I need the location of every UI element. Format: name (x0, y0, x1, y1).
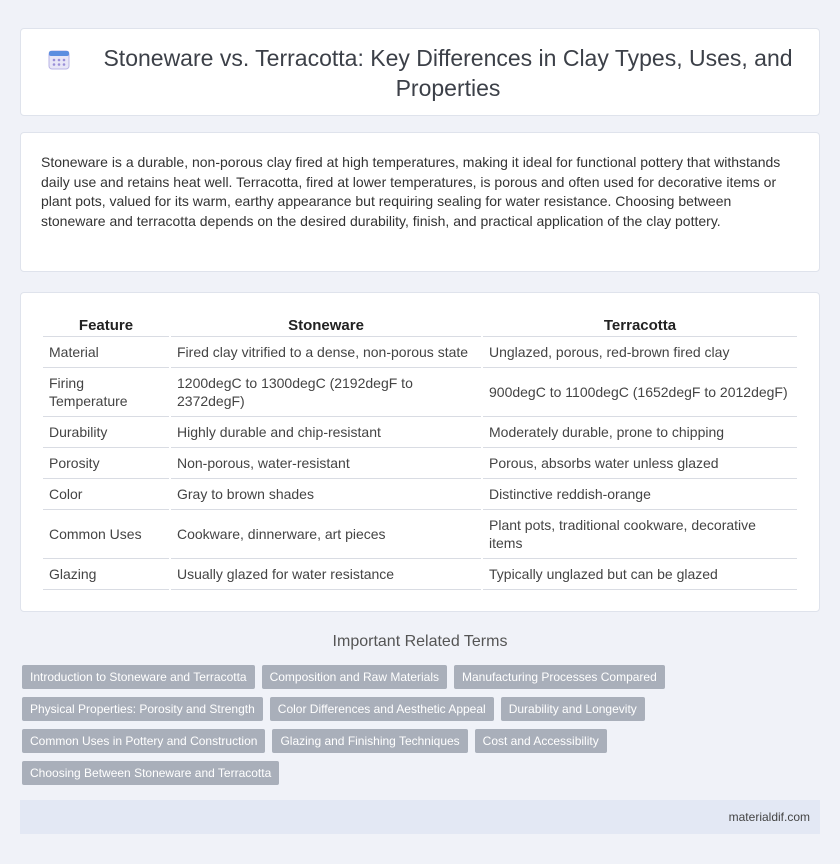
related-terms-title: Important Related Terms (332, 633, 508, 650)
related-term-tag[interactable]: Introduction to Stoneware and Terracotta (22, 665, 255, 689)
table-cell-feature: Porosity (43, 448, 169, 479)
column-header-terracotta: Terracotta (483, 315, 797, 337)
related-term-tag[interactable]: Glazing and Finishing Techniques (272, 729, 467, 753)
table-cell-stoneware: Usually glazed for water resistance (171, 559, 481, 590)
table-cell-feature: Color (43, 479, 169, 510)
table-cell-feature: Durability (43, 417, 169, 448)
comparison-table-card (20, 292, 820, 612)
related-term-tag[interactable]: Cost and Accessibility (475, 729, 607, 753)
related-term-tag[interactable]: Color Differences and Aesthetic Appeal (270, 697, 494, 721)
table-cell-feature: Material (43, 337, 169, 368)
intro-card (20, 132, 820, 272)
table-row (43, 337, 797, 368)
related-term-tag[interactable]: Common Uses in Pottery and Construction (22, 729, 265, 753)
table-cell-stoneware: Gray to brown shades (171, 479, 481, 510)
table-cell-terracotta: Moderately durable, prone to chipping (483, 417, 797, 448)
table-row (43, 368, 797, 417)
related-term-tag[interactable]: Manufacturing Processes Compared (454, 665, 665, 689)
table-cell-stoneware: Cookware, dinnerware, art pieces (171, 510, 481, 559)
footer-site-name[interactable]: materialdif.com (728, 810, 810, 824)
table-row (43, 448, 797, 479)
related-term-tag[interactable]: Composition and Raw Materials (262, 665, 447, 689)
header-card (20, 28, 820, 116)
table-cell-feature: Glazing (43, 559, 169, 590)
table-cell-terracotta: Typically unglazed but can be glazed (483, 559, 797, 590)
table-row (43, 559, 797, 590)
table-cell-stoneware: Fired clay vitrified to a dense, non-porous state (171, 337, 481, 368)
table-row (43, 417, 797, 448)
column-header-feature: Feature (43, 315, 169, 337)
related-terms-list (22, 665, 812, 793)
page-title: Stoneware vs. Terracotta: Key Differences in Clay Types, Uses, and Properties (103, 45, 793, 101)
table-cell-terracotta: Porous, absorbs water unless glazed (483, 448, 797, 479)
column-header-stoneware: Stoneware (171, 315, 481, 337)
table-cell-terracotta: Plant pots, traditional cookware, decorative items (483, 510, 797, 559)
table-cell-feature: Common Uses (43, 510, 169, 559)
table-cell-terracotta: Distinctive reddish-orange (483, 479, 797, 510)
related-term-tag[interactable]: Physical Properties: Porosity and Strength (22, 697, 263, 721)
table-cell-stoneware: Non-porous, water-resistant (171, 448, 481, 479)
table-cell-feature: Firing Temperature (43, 368, 169, 417)
table-cell-stoneware: Highly durable and chip-resistant (171, 417, 481, 448)
table-header-row (43, 315, 797, 337)
comparison-table (41, 315, 799, 590)
related-term-tag[interactable]: Durability and Longevity (501, 697, 645, 721)
table-row (43, 510, 797, 559)
footer (20, 800, 820, 834)
table-row (43, 479, 797, 510)
intro-paragraph: Stoneware is a durable, non-porous clay fired at high temperatures, making it ideal for functional pottery that withstands daily use and retains heat well. Terracotta, fired at lower temperatures, is porous and often used for decorative items or plant pots, valued for its warm, earthy appearance but requiring sealing for water resistance. Choosing between stoneware and terracotta depends on the desired durability, finish, and practical application of the clay pottery. (41, 154, 781, 229)
table-cell-stoneware: 1200degC to 1300degC (2192degF to 2372degF) (171, 368, 481, 417)
table-cell-terracotta: 900degC to 1100degC (1652degF to 2012degF) (483, 368, 797, 417)
related-term-tag[interactable]: Choosing Between Stoneware and Terracotta (22, 761, 279, 785)
table-cell-terracotta: Unglazed, porous, red-brown fired clay (483, 337, 797, 368)
